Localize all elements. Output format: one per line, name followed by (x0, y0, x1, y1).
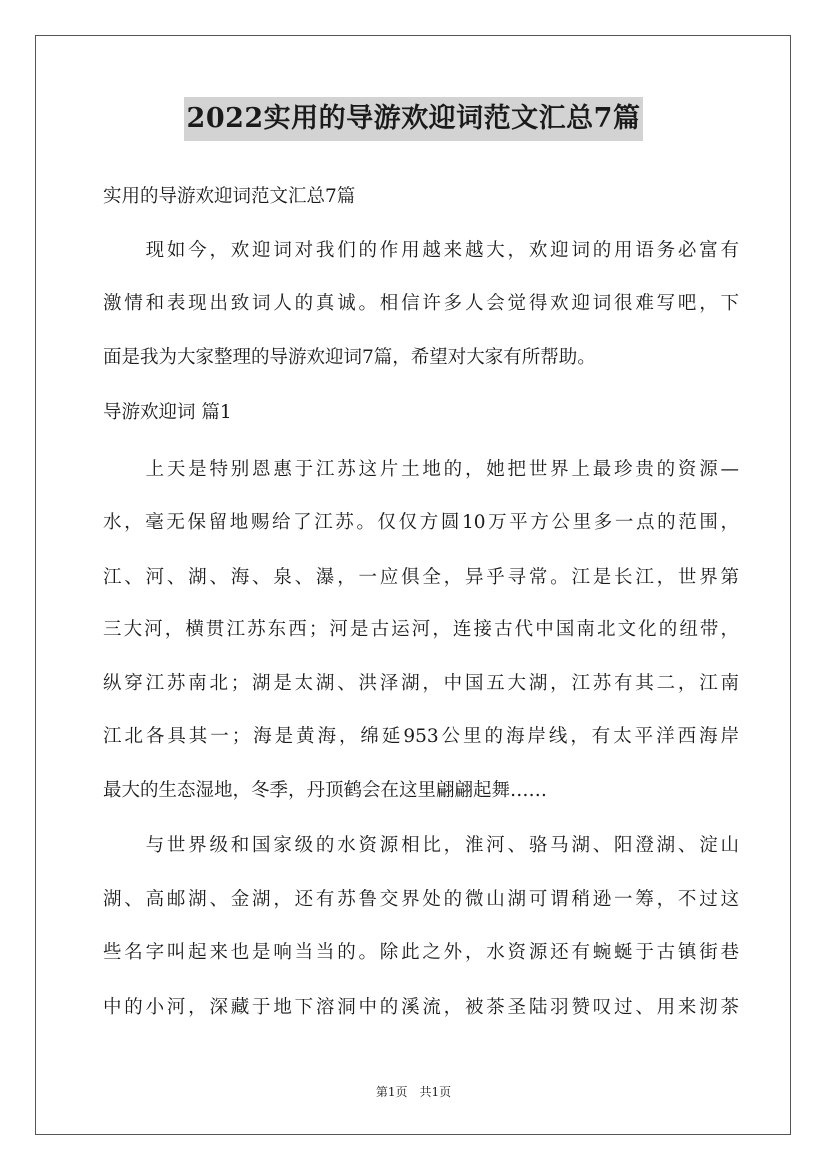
section-heading: 导游欢迎词 篇1 (103, 402, 232, 423)
paragraph-line: 水，毫无保留地赐给了江苏。仅仅方圆10万平方公里多一点的范围， (103, 512, 739, 533)
paragraph-line: 最大的生态湿地，冬季，丹顶鹤会在这里翩翩起舞…… (103, 780, 548, 801)
paragraph-line: 江、河、湖、海、泉、瀑，一应俱全，异乎寻常。江是长江，世界第 (103, 567, 739, 588)
paragraph-line: 湖、高邮湖、金湖，还有苏鲁交界处的微山湖可谓稍逊一筹，不过这 (103, 889, 739, 910)
document-title: 2022实用的导游欢迎词范文汇总7篇 (184, 97, 644, 141)
intro-line: 激情和表现出致词人的真诚。相信许多人会觉得欢迎词很难写吧，下 (103, 293, 739, 314)
paragraph-line: 中的小河，深藏于地下溶洞中的溪流，被茶圣陆羽赞叹过、用来沏茶 (103, 997, 739, 1018)
paragraph-line: 些名字叫起来也是响当当的。除此之外，水资源还有蜿蜒于古镇街巷 (103, 942, 739, 963)
paragraph-line: 上天是特别恩惠于江苏这片土地的，她把世界上最珍贵的资源— (103, 459, 739, 480)
intro-line: 面是我为大家整理的导游欢迎词7篇，希望对大家有所帮助。 (103, 347, 596, 368)
page-number: 第1页 共1页 (375, 1085, 452, 1099)
paragraph-line: 与世界级和国家级的水资源相比，淮河、骆马湖、阳澄湖、淀山 (103, 835, 739, 856)
paragraph-line: 纵穿江苏南北；湖是太湖、洪泽湖，中国五大湖，江苏有其二，江南 (103, 673, 739, 694)
paragraph-line: 三大河，横贯江苏东西；河是古运河，连接古代中国南北文化的纽带， (103, 619, 739, 640)
paragraph-line: 江北各具其一；海是黄海，绵延953公里的海岸线，有太平洋西海岸 (103, 726, 739, 747)
intro-line: 现如今，欢迎词对我们的作用越来越大，欢迎词的用语务必富有 (103, 240, 739, 261)
title-container (0, 97, 827, 141)
subtitle: 实用的导游欢迎词范文汇总7篇 (103, 186, 356, 207)
